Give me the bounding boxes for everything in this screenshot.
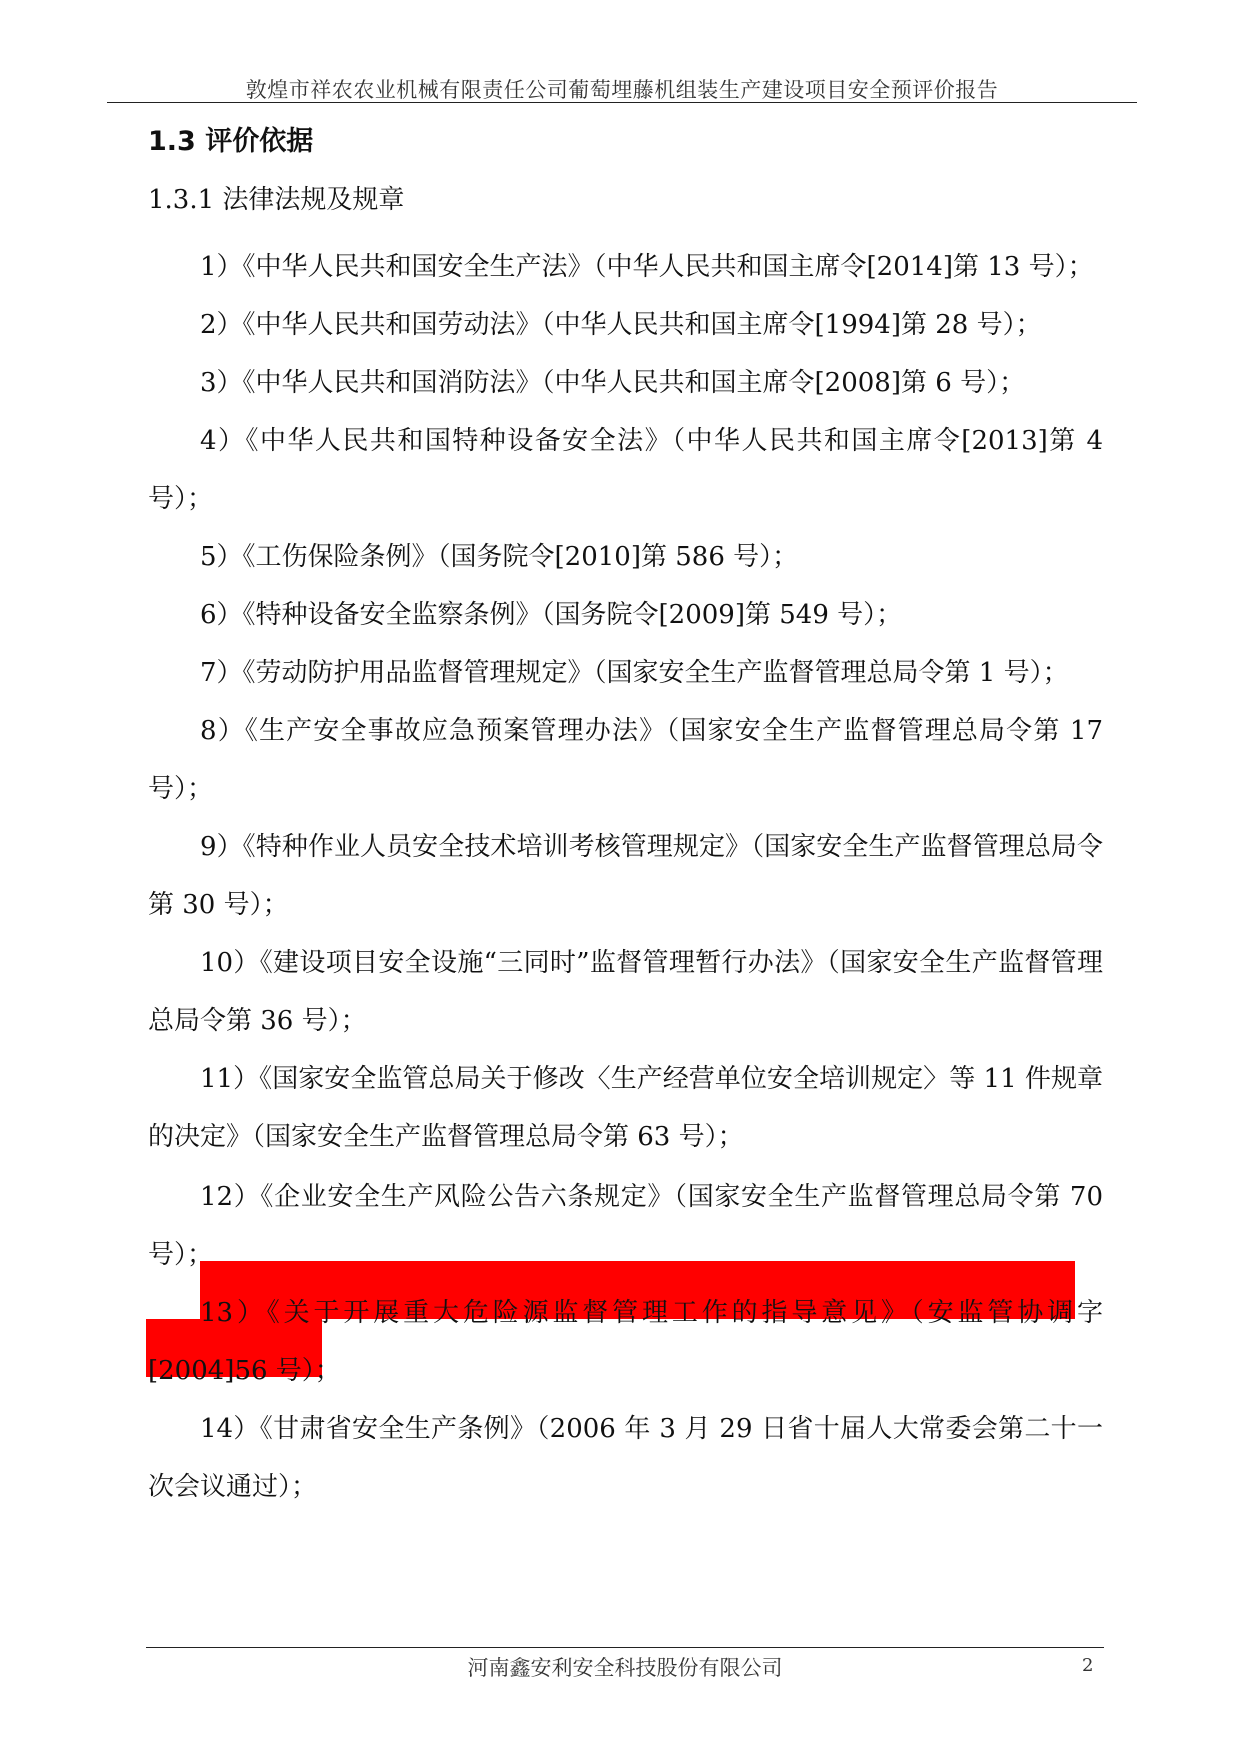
regulation-item: 3）《中华人民共和国消防法》（中华人民共和国主席令[2008]第 6 号）； — [200, 368, 1026, 398]
regulation-item: 7）《劳动防护用品监督管理规定》（国家安全生产监督管理总局令第 1 号）； — [200, 658, 1069, 688]
regulation-item: 13）《关于开展重大危险源监督管理工作的指导意见》（安监管协调字[2004]56 号）； — [148, 1298, 1103, 1386]
subsection-heading: 1.3.1 法律法规及规章 — [148, 185, 405, 215]
section-heading: 1.3 评价依据 — [148, 126, 314, 157]
regulation-item: 10）《建设项目安全设施“三同时”监督管理暂行办法》（国家安全生产监督管理总局令第 36 号）； — [148, 948, 1103, 1036]
highlighted-regulation-item: 12）《企业安全生产风险公告六条规定》（国家安全生产监督管理总局令第 70 号）； — [148, 1182, 1103, 1270]
regulation-item: 1）《中华人民共和国安全生产法》（中华人民共和国主席令[2014]第 13 号）； — [200, 252, 1094, 282]
running-header: 敦煌市祥农农业机械有限责任公司葡萄埋藤机组装生产建设项目安全预评价报告 — [245, 78, 999, 102]
document-body — [148, 122, 1103, 1516]
regulation-item: 5）《工伤保险条例》（国务院令[2010]第 586 号）； — [200, 542, 799, 572]
regulation-item: 9）《特种作业人员安全技术培训考核管理规定》（国家安全生产监督管理总局令第 30 号）； — [148, 832, 1103, 920]
regulation-item: 6）《特种设备安全监察条例》（国务院令[2009]第 549 号）； — [200, 600, 903, 630]
footer-divider — [146, 1647, 1104, 1648]
regulation-item: 11）《国家安全监管总局关于修改〈生产经营单位安全培训规定〉等 11 件规章的决定》（国家安全生产监督管理总局令第 63 号）； — [148, 1064, 1103, 1152]
regulation-item: 14）《甘肃省安全生产条例》（2006 年 3 月 29 日省十届人大常委会第二十一次会议通过）； — [148, 1414, 1103, 1502]
running-footer: 河南鑫安利安全科技股份有限公司 — [467, 1656, 783, 1680]
regulation-item: 2）《中华人民共和国劳动法》（中华人民共和国主席令[1994]第 28 号）； — [200, 310, 1042, 340]
header-divider — [107, 102, 1137, 103]
regulation-item: 8）《生产安全事故应急预案管理办法》（国家安全生产监督管理总局令第 17 号）； — [148, 716, 1103, 804]
regulation-item: 4）《中华人民共和国特种设备安全法》（中华人民共和国主席令[2013]第 4 号）； — [148, 426, 1103, 514]
page-number: 2 — [1082, 1655, 1094, 1676]
